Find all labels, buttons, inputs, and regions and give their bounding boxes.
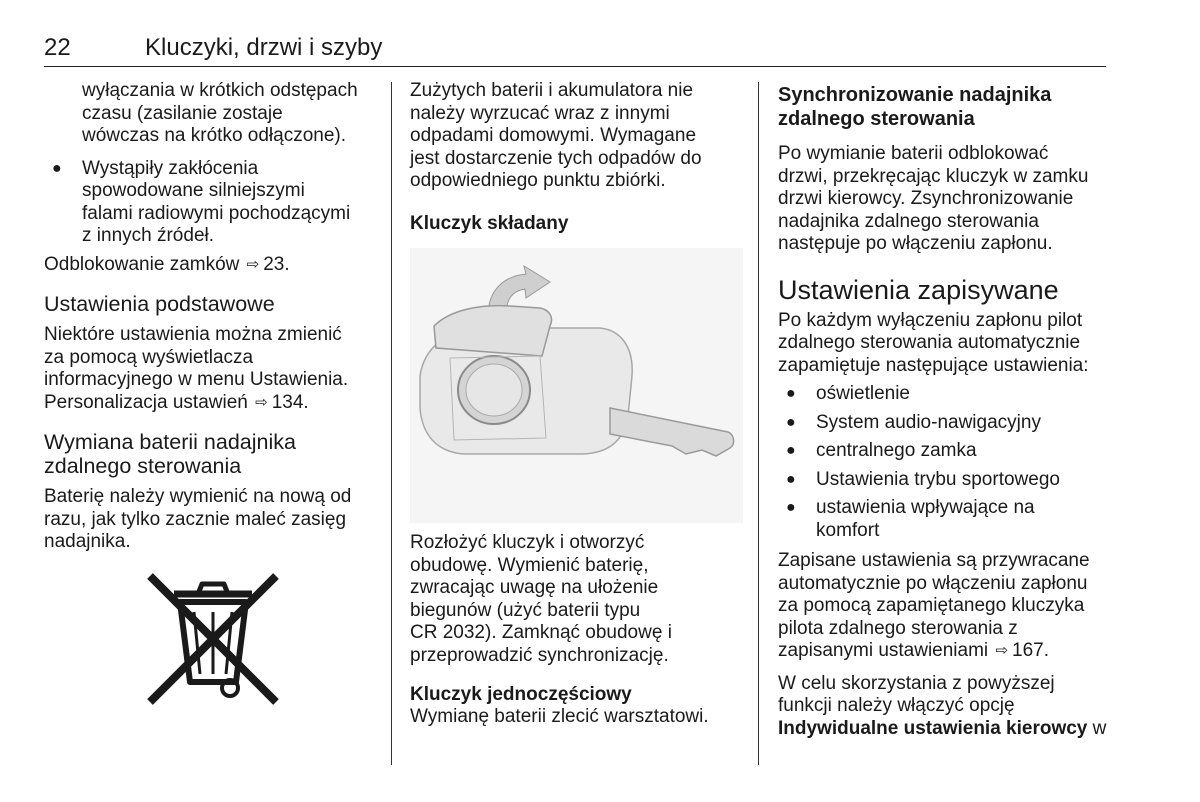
column-divider <box>758 82 759 765</box>
paragraph: Wymianę baterii zlecić warsztatowi. <box>410 706 709 727</box>
list-item: ● Ustawienia trybu sportowego <box>786 468 1060 490</box>
paragraph: Zapisane ustawienia są przywracane automatycznie po włączeniu zapłonu za pomocą zapamiętanego kluczyka pilota zdalnego sterowania z zapisanymi ustawieniami ⇨ 167. <box>778 550 1090 661</box>
section-heading: Ustawienia podstawowe <box>44 292 275 316</box>
page-link[interactable]: 167. <box>1012 640 1049 661</box>
paragraph: Niektóre ustawienia można zmienić za pomocą wyświetlacza informacyjnego w menu Ustawienia. Personalizacja ustawień ⇨ 134. <box>44 324 349 413</box>
page-header <box>44 34 1106 67</box>
bullet-icon: ● <box>786 470 796 488</box>
page-link[interactable]: 134. <box>271 391 309 413</box>
page-reference-arrow-icon: ⇨ <box>255 393 268 411</box>
column-divider <box>391 82 392 765</box>
list-item: ● oświetlenie <box>786 383 910 404</box>
list-item: ● ustawienia wpływające na komfort <box>786 497 1035 541</box>
section-heading: Wymiana baterii nadajnika zdalnego sterowania <box>44 430 296 478</box>
bullet-icon: ● <box>786 385 796 402</box>
section-heading: Ustawienia zapisywane <box>778 274 1059 305</box>
menu-option-name: Indywidualne ustawienia kierowcy <box>778 717 1088 739</box>
paragraph: Po wymianie baterii odblokować drzwi, przekręcając kluczyk w zamku drzwi kierowcy. Zsynchronizowanie nadajnika zdalnego sterowania następuje po włączeniu zapłonu. <box>778 143 1089 254</box>
bullet-icon: ● <box>786 499 796 516</box>
one-piece-key-block <box>410 684 745 739</box>
paragraph: Rozłożyć kluczyk i otworzyć obudowę. Wymienić baterię, zwracając uwagę na ułożenie biegunów (użyć baterii typu CR 2032). Zamknąć obudowę i przeprowadzić synchronizację. <box>410 532 672 666</box>
paragraph: Baterię należy wymienić na nową od razu, jak tylko zacznie maleć zasięg nadajnika. <box>44 486 352 552</box>
bullet-icon: ● <box>52 159 62 177</box>
column-middle <box>410 80 745 727</box>
list-item: ● System audio-nawigacyjny <box>786 411 1041 433</box>
page-reference-arrow-icon: ⇨ <box>246 255 260 273</box>
page-number: 22 <box>44 34 71 61</box>
subsection-heading: Kluczyk składany <box>410 212 569 234</box>
subsection-heading: Kluczyk jednoczęściowy <box>410 684 632 705</box>
paragraph: Zużytych baterii i akumulatora nie należy wyrzucać wraz z innymi odpadami domowymi. Wymagane jest dostarczenie tych odpadów do odpowiedniego punktu zbiórki. <box>410 80 702 191</box>
chapter-title: Kluczyki, drzwi i szyby <box>145 34 383 61</box>
list-item: ● centralnego zamka <box>786 440 977 461</box>
continued-paragraph: wyłączania w krótkich odstępach czasu (zasilanie zostaje wówczas na krótko odłączone). <box>82 80 358 146</box>
section-heading: Synchronizowanie nadajnika zdalnego sterowania <box>778 84 1052 130</box>
list-item: ● Wystąpiły zakłócenia spowodowane silniejszymi falami radiowymi pochodzącymi z innych źródeł. <box>52 157 351 246</box>
page-reference-arrow-icon: ⇨ <box>995 642 1009 659</box>
column-right <box>778 80 1108 750</box>
column-left <box>44 80 384 564</box>
bullet-icon: ● <box>786 442 796 459</box>
paragraph: W celu skorzystania z powyższej funkcji należy włączyć opcję Indywidualne ustawienia kierowcy w <box>778 672 1107 739</box>
unlock-reference: Odblokowanie zamków ⇨ 23. <box>44 253 290 275</box>
page-link[interactable]: 23. <box>263 253 290 275</box>
crossed-out-bin-icon <box>138 570 288 710</box>
paragraph: Po każdym wyłączeniu zapłonu pilot zdalnego sterowania automatycznie zapamiętuje następujące ustawienia: <box>778 309 1089 376</box>
bullet-icon: ● <box>786 413 796 431</box>
folding-key-illustration <box>410 248 743 523</box>
